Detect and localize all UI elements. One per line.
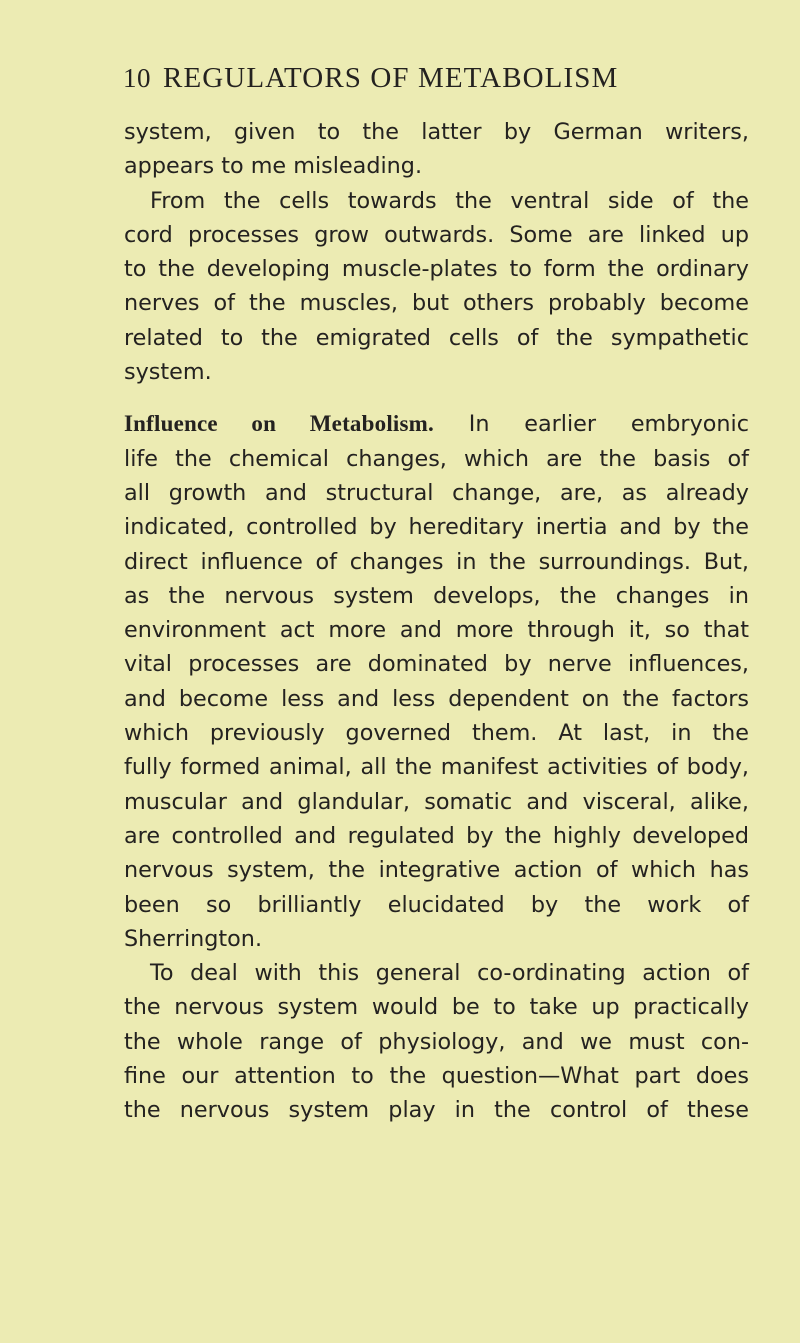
text-line: life the chemical changes, which are the basis of (124, 445, 749, 472)
running-head (123, 62, 743, 104)
text-line: Sherrington. (124, 925, 263, 952)
text-line: are controlled and regulated by the highly developed (124, 822, 749, 849)
text-line: been so brilliantly elucidated by the work of (124, 891, 749, 918)
text-line: to the developing muscle-plates to form the ordinary (124, 256, 749, 283)
paragraph (124, 184, 749, 390)
text-line: the nervous system play in the control of these (124, 1097, 749, 1124)
text-line (124, 407, 749, 441)
text-line: fine our attention to the question—What part does (124, 1063, 749, 1090)
text-line: direct influence of changes in the surroundings. But, (124, 548, 749, 575)
text-line: vital processes are dominated by nerve influences, (124, 651, 749, 678)
body-text (124, 115, 749, 1128)
section-heading: Influence on Metabolism. (124, 411, 434, 437)
paragraph-gap (124, 389, 749, 407)
text-line: system. (124, 359, 212, 386)
text-line: fully formed animal, all the manifest activities of body, (124, 754, 749, 781)
text-line: system, given to the latter by German writers, (124, 119, 749, 145)
text-line: cord processes grow outwards. Some are linked up (124, 221, 749, 248)
text-line: muscular and glandular, somatic and visceral, alike, (124, 788, 749, 815)
text-line: the nervous system would be to take up practically (124, 994, 749, 1021)
text-line: From the cells towards the ventral side of the (150, 187, 749, 214)
text-line: as the nervous system develops, the changes in (124, 582, 749, 609)
text-line: environment act more and more through it, so that (124, 617, 749, 644)
text-line: and become less and less dependent on the factors (124, 685, 749, 712)
paragraph (124, 115, 749, 184)
text-line: related to the emigrated cells of the sympathetic (124, 324, 749, 351)
paragraph (124, 407, 749, 956)
running-title: REGULATORS OF METABOLISM (163, 62, 619, 94)
text-line: To deal with this general co-ordinating action of (150, 960, 749, 987)
page-number: 10 (123, 63, 151, 93)
text-line: which previously governed them. At last, in the (124, 720, 749, 747)
text-line: nervous system, the integrative action of which has (124, 857, 749, 884)
text-line: all growth and structural change, are, as already (124, 479, 749, 506)
text-line: nerves of the muscles, but others probably become (124, 290, 749, 317)
paragraph (124, 956, 749, 1127)
text-line: appears to me misleading. (124, 153, 423, 180)
text-line: indicated, controlled by hereditary inertia and by the (124, 514, 749, 541)
text-line: the whole range of physiology, and we must con- (124, 1028, 749, 1055)
heading-line-text: In earlier embryonic (468, 411, 749, 438)
